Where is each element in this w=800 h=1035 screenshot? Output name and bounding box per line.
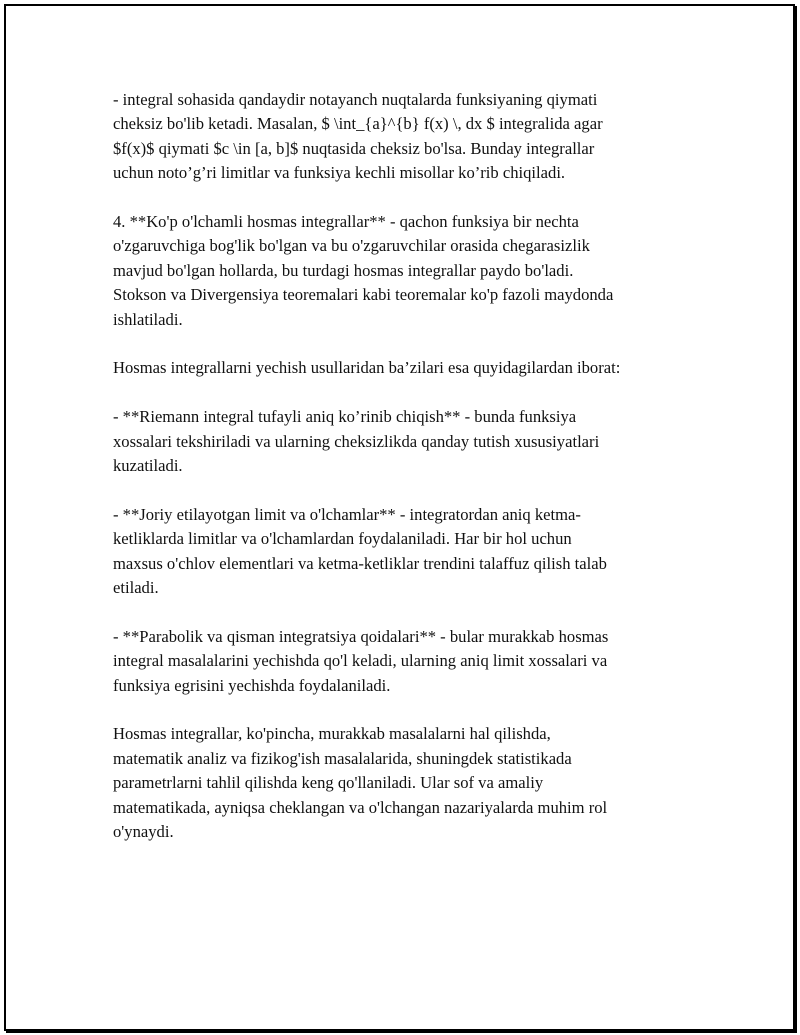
paragraph-conclusion: Hosmas integrallar, ko'pincha, murakkab masalalarni hal qilishda, matematik analiz va fizikog'ish masalalarida, shuningdek statistikada parametrlarni tahlil qilishda keng qo'llaniladi. Ular sof va amaliy matematikada, ayniqsa cheklangan va o'lchangan nazariyalarda muhim rol o'ynaydi. [113,724,608,842]
paragraph-singular-points: - integral sohasida qandaydir notayanch nuqtalarda funksiyaning qiymati cheksiz bo'lib ketadi. Masalan, $ \int_{a}^{b} f(x) \, dx $ integralida agar $f(x)$ qiymati $c \in [a, b]$ nuqtasida cheksiz bo'lsa. Bunday integrallar uchun noto’g’ri limitlar va funksiya kechli misollar ko’rib chiqiladi. [113,90,603,183]
paragraph-method-parabolic: - **Parabolik va qisman integratsiya qoidalari** - bular murakkab hosmas integral masalalarini yechishda qo'l keladi, ularning aniq limit xossalari va funksiya egrisini yechishda foydalaniladi. [113,626,609,695]
paragraph-methods-intro: Hosmas integrallarni yechish usullaridan ba’zilari esa quyidagilardan iborat: [113,358,621,378]
document-body [113,88,693,869]
paragraph-method-limits: - **Joriy etilayotgan limit va o'lchamlar** - integratordan aniq ketma- ketliklarda limitlar va o'lchamlardan foydalaniladi. Har bir hol uchun maxsus o'chlov elementlari va ketma-ketliklar trendini talaffuz qilish talab etiladi. [113,504,607,598]
paragraph-multidimensional: 4. **Ko'p o'lchamli hosmas integrallar** - qachon funksiya bir nechta o'zgaruvchiga bog'lik bo'lgan va bu o'zgaruvchilar orasida chegarasizlik mavjud bo'lgan hollarda, bu turdagi hosmas integrallar paydo bo'ladi. Stokson va Divergensiya teoremalari kabi teoremalar ko'p fazoli maydonda ishlatiladi. [113,212,614,329]
paragraph-method-riemann: - **Riemann integral tufayli aniq ko’rinib chiqish** - bunda funksiya xossalari tekshiriladi va ularning cheksizlikda qanday tutish xususiyatlari kuzatiladi. [113,407,600,476]
